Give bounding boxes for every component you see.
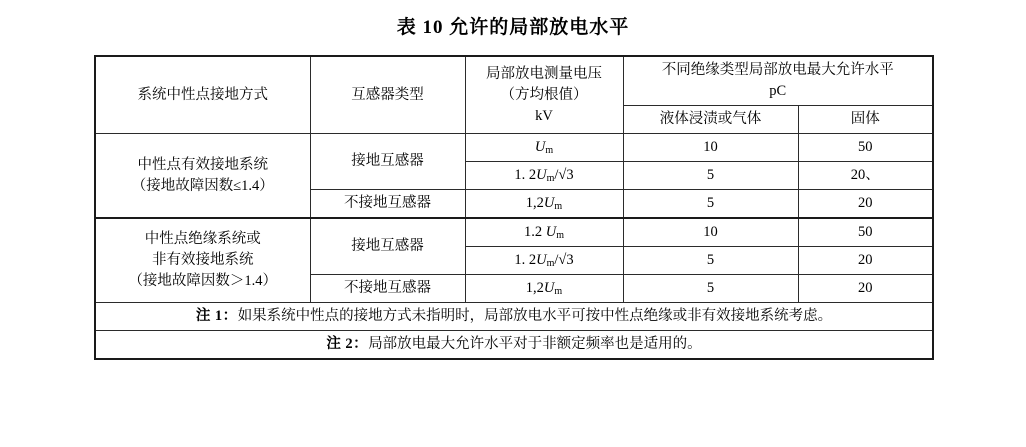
header-test-voltage <box>465 56 623 134</box>
system-grounding-1-line2: （接地故障因数≤1.4） <box>131 177 274 194</box>
cell-solid-2b1: 20 <box>798 275 933 303</box>
header-solid: 固体 <box>798 106 933 134</box>
cell-system-grounding-1 <box>95 134 310 219</box>
system-grounding-2-line3: （接地故障因数＞1.4） <box>128 273 278 290</box>
system-grounding-2-line2: 非有效接地系统 <box>152 252 254 269</box>
cell-solid-2a2: 20 <box>798 247 933 275</box>
table-body <box>95 134 933 360</box>
cell-liquid-1a2: 5 <box>623 162 798 190</box>
system-grounding-1-line1: 中性点有效接地系统 <box>137 156 268 173</box>
header-system-grounding: 系统中性点接地方式 <box>95 56 310 134</box>
table-note-row <box>95 303 933 331</box>
header-liquid-or-gas: 液体浸渍或气体 <box>623 106 798 134</box>
page-title: 表 10 允许的局部放电水平 <box>396 17 630 38</box>
cell-solid-2a1: 50 <box>798 218 933 247</box>
cell-transformer-type-2a: 接地互感器 <box>310 218 465 275</box>
cell-solid-1a2: 20、 <box>798 162 933 190</box>
table-row <box>95 134 933 162</box>
note-1 <box>95 303 933 331</box>
note-1-label: 注 1： <box>195 308 238 325</box>
cell-transformer-type-2b: 不接地互感器 <box>310 275 465 303</box>
cell-transformer-type-1b: 不接地互感器 <box>310 190 465 219</box>
system-grounding-2-line1: 中性点绝缘系统或 <box>144 231 261 248</box>
cell-liquid-2b1: 5 <box>623 275 798 303</box>
cell-liquid-2a2: 5 <box>623 247 798 275</box>
cell-solid-1a1: 50 <box>798 134 933 162</box>
cell-transformer-type-1a: 接地互感器 <box>310 134 465 190</box>
header-test-voltage-line2: （方均根值） <box>500 86 588 103</box>
table-header <box>95 56 933 134</box>
table-row <box>95 218 933 247</box>
header-pd-level-unit: pC <box>769 83 787 100</box>
cell-liquid-1b1: 5 <box>623 190 798 219</box>
note-2-label: 注 2： <box>326 336 369 353</box>
cell-voltage-2b1: $1,2U_m$ <box>465 275 623 303</box>
header-row-1 <box>95 56 933 106</box>
cell-liquid-1a1: 10 <box>623 134 798 162</box>
cell-liquid-2a1: 10 <box>623 218 798 247</box>
header-test-voltage-line1: 局部放电测量电压 <box>486 65 602 82</box>
header-pd-level-line1: 不同绝缘类型局部放电最大允许水平 <box>661 62 894 78</box>
note-1-text: 如果系统中性点的接地方式未指明时，局部放电水平可按中性点绝缘或非有效接地系统考虑。 <box>237 308 833 325</box>
cell-voltage-2a1: 1.2 $U_m$ <box>465 218 623 247</box>
note-2 <box>95 331 933 360</box>
cell-system-grounding-2 <box>95 218 310 303</box>
header-test-voltage-unit: kV <box>535 107 553 124</box>
partial-discharge-table <box>94 55 934 360</box>
cell-voltage-1a1: $U_m$ <box>465 134 623 162</box>
table-container <box>94 55 932 360</box>
header-pd-level-group <box>623 56 933 106</box>
cell-solid-1b1: 20 <box>798 190 933 219</box>
cell-voltage-1b1: $1,2U_m$ <box>465 190 623 219</box>
header-transformer-type: 互感器类型 <box>310 56 465 134</box>
cell-voltage-2a2: 1. $2U_m/√3$ <box>465 247 623 275</box>
table-note-row <box>95 331 933 360</box>
note-2-text: 局部放电最大允许水平对于非额定频率也是适用的。 <box>368 336 702 353</box>
cell-voltage-1a2: 1. $2U_m/√3$ <box>465 162 623 190</box>
